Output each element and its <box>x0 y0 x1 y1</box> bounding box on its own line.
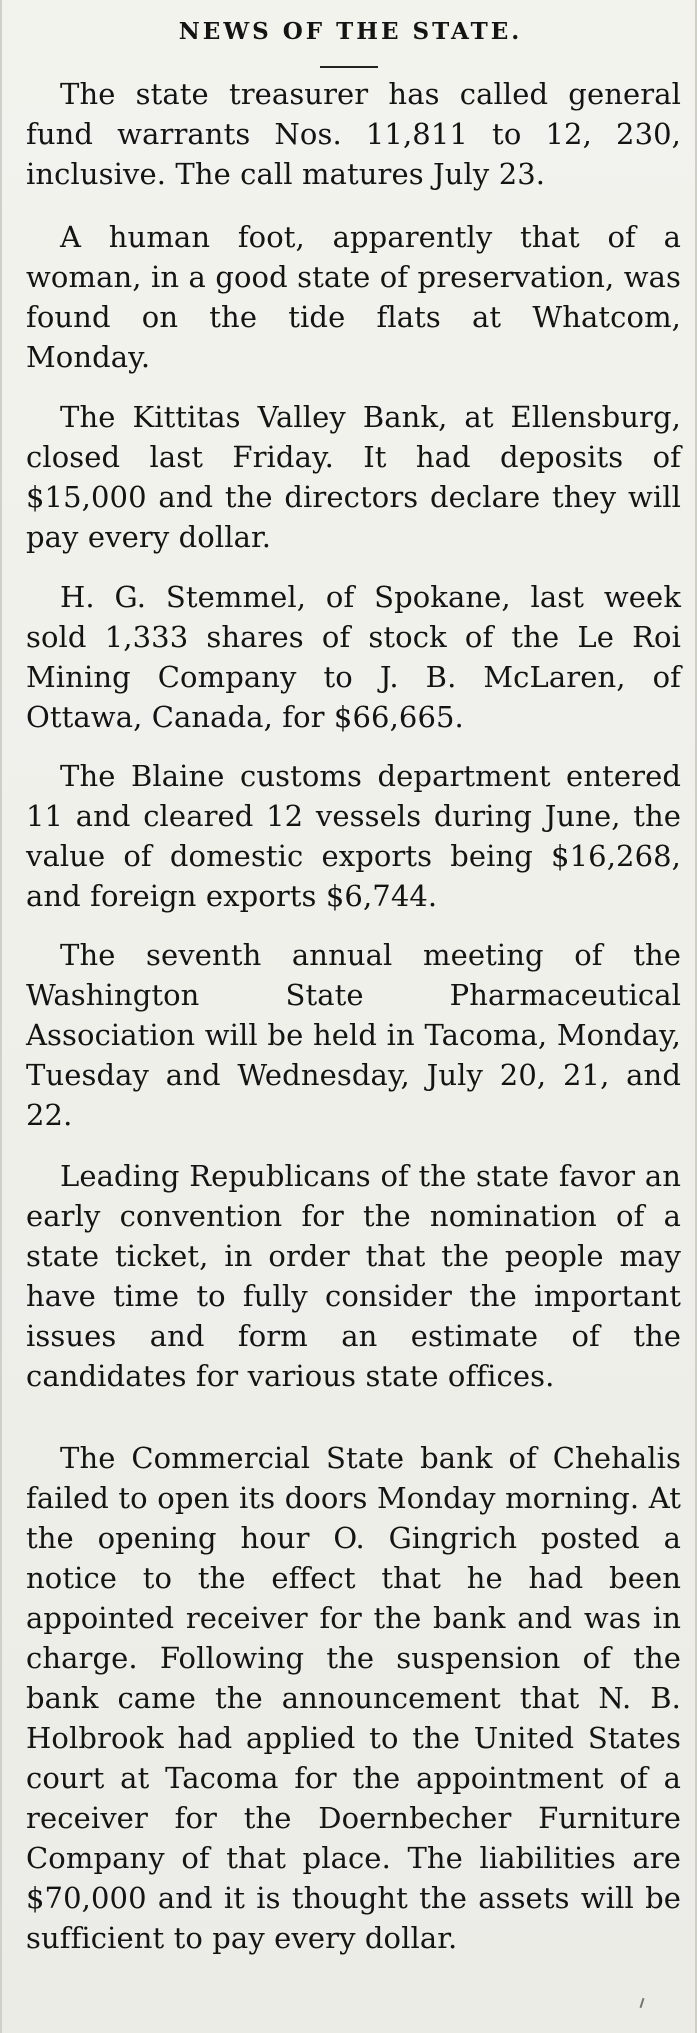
article-le-roi-shares: H. G. Stemmel, of Spokane, last week sold 1,333 shares of stock of the Le Roi Mining Company to J. B. McLaren, of Ottawa, Canada, for $66,665. <box>26 580 681 734</box>
article-pharmaceutical-meeting: The seventh annual meeting of the Washington State Pharmaceutical Association will be held in Tacoma, Monday, Tuesday and Wednesday, July 20, 21, and 22. <box>26 938 681 1132</box>
article-human-foot: A human foot, apparently that of a woman, in a good state of preservation, was found on the tide flats at Whatcom, Monday. <box>26 220 681 374</box>
section-heading: NEWS OF THE STATE. <box>178 18 523 45</box>
article-treasurer-warrants: The state treasurer has called general fund warrants Nos. 11,811 to 12, 230, inclusive. The call matures July 23. <box>26 77 681 191</box>
article-republican-convention: Leading Republicans of the state favor an early convention for the nomination of a state ticket, in order that the people may have time to fully consider the important issues and form an estimate of the candidates for various state offices. <box>26 1159 681 1393</box>
ink-mark <box>640 1998 645 2008</box>
article-blaine-customs: The Blaine customs department entered 11 and cleared 12 vessels during June, the value of domestic exports being $16,268, and foreign exports $6,744. <box>26 759 681 913</box>
article-kittitas-bank: The Kittitas Valley Bank, at Ellensburg, closed last Friday. It had deposits of $15,000 and the directors declare they will pay every dollar. <box>26 400 681 554</box>
article-chehalis-bank: The Commercial State bank of Chehalis failed to open its doors Monday morning. At the opening hour O. Gingrich posted a notice to the effect that he had been appointed receiver for the bank and was in charge. Following the suspension of the bank came the announcement that N. B. Holbrook had applied to the United States court at Tacoma for the appointment of a receiver for the Doernbecher Furniture Company of that place. The liabilities are $70,000 and it is thought the assets will be sufficient to pay every dollar. <box>26 1441 681 1955</box>
heading-rule <box>320 66 378 68</box>
